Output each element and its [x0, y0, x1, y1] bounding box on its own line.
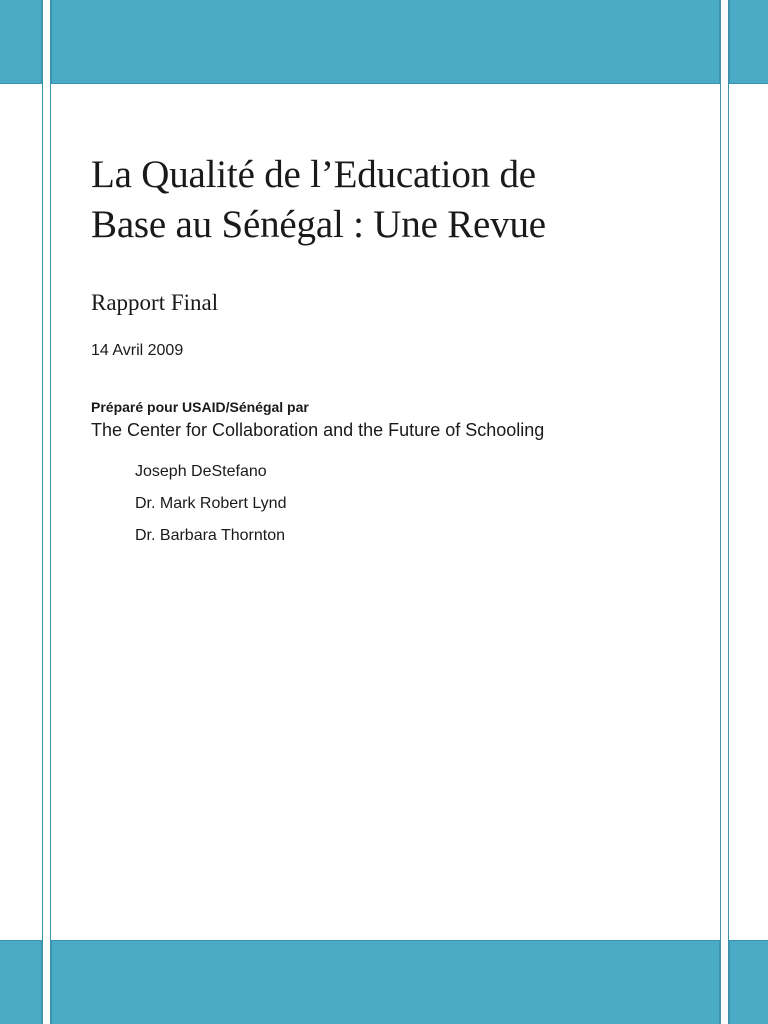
top-left-band	[0, 0, 42, 84]
cover-content	[91, 150, 711, 558]
top-center-band	[51, 0, 720, 84]
title-line-2: Base au Sénégal : Une Revue	[91, 203, 546, 246]
author-list	[135, 462, 711, 546]
author-name: Joseph DeStefano	[135, 463, 267, 480]
bottom-left-band	[0, 940, 42, 1024]
prepared-for-line: Préparé pour USAID/Sénégal par	[91, 399, 309, 415]
bottom-right-band	[729, 940, 768, 1024]
document-subtitle: Rapport Final	[91, 290, 219, 315]
frame-line-right-inner	[720, 0, 721, 1024]
author-name: Dr. Barbara Thornton	[135, 527, 286, 544]
title-line-1: La Qualité de l’Education de	[91, 153, 536, 196]
top-right-band	[729, 0, 768, 84]
document-date: 14 Avril 2009	[91, 342, 184, 359]
frame-line-right-outer	[728, 0, 729, 1024]
frame-line-left-outer	[42, 0, 43, 1024]
author-name: Dr. Mark Robert Lynd	[135, 495, 287, 512]
bottom-center-band	[51, 940, 720, 1024]
organization-name: The Center for Collaboration and the Future of Schooling	[91, 420, 545, 440]
document-title	[91, 150, 711, 250]
frame-line-left-inner	[50, 0, 51, 1024]
